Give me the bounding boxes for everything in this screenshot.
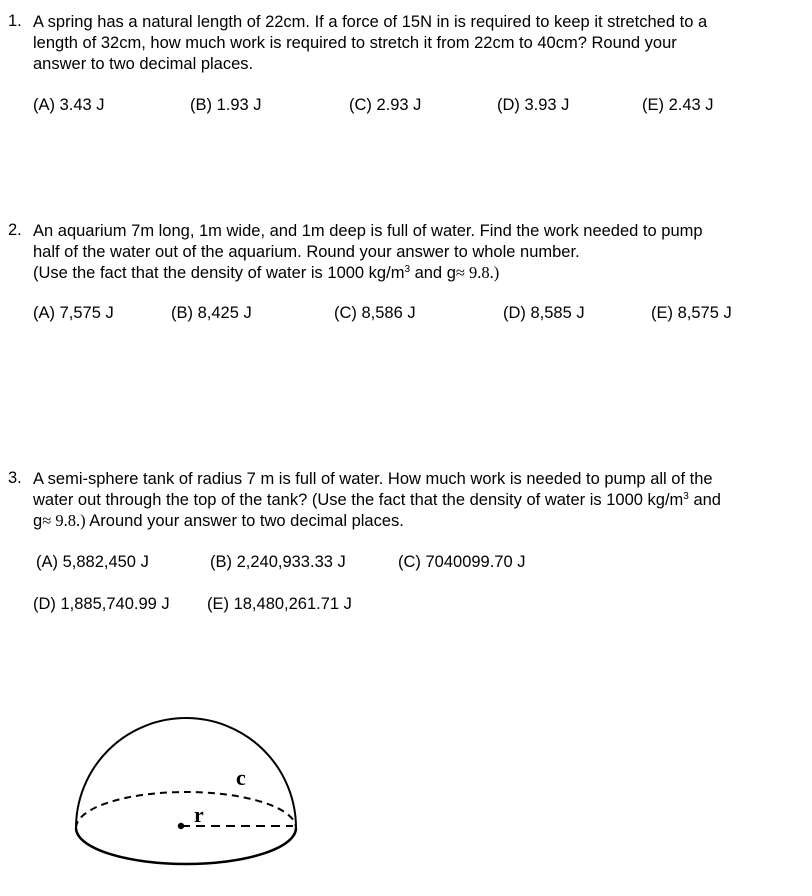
problem-1-option-e: (E) 2.43 J <box>642 96 714 114</box>
problem-3-line-1: A semi-sphere tank of radius 7 m is full of water. How much work is needed to pump all of the <box>33 470 713 488</box>
problem-2-option-a: (A) 7,575 J <box>33 304 114 322</box>
problem-3-option-e: (E) 18,480,261.71 J <box>207 595 352 613</box>
problem-1-option-b: (B) 1.93 J <box>190 96 262 114</box>
problem-2-number: 2. <box>8 221 22 239</box>
problem-3-line-2-text: water out through the top of the tank? (Use the fact that the density of water is 1000 kg/m <box>33 491 684 509</box>
problem-3-option-d: (D) 1,885,740.99 J <box>33 595 170 613</box>
problem-3-approx: ≈ 9.8.) <box>42 511 86 530</box>
problem-2-note-text: (Use the fact that the density of water is 1000 kg/m <box>33 264 405 282</box>
problem-1-option-c: (C) 2.93 J <box>349 96 422 114</box>
hemisphere-front-rim <box>76 828 296 864</box>
problem-2-note-approx: ≈ 9.8.) <box>455 263 500 282</box>
problem-3-option-c: (C) 7040099.70 J <box>398 553 526 571</box>
center-point <box>178 823 184 829</box>
label-c: c <box>236 765 246 790</box>
problem-1-line-2: length of 32cm, how much work is required to stretch it from 22cm to 40cm? Round your <box>33 34 677 52</box>
hemisphere-back-rim <box>76 792 296 828</box>
problem-3-option-b: (B) 2,240,933.33 J <box>210 553 346 571</box>
problem-3-line-2-suffix: and <box>688 491 721 509</box>
problem-3-number: 3. <box>8 469 22 487</box>
problem-2-note-superscript: 3 <box>404 264 410 275</box>
problem-1-line-1: A spring has a natural length of 22cm. If a force of 15N in is required to keep it stretched to a <box>33 13 708 31</box>
problem-1-option-a: (A) 3.43 J <box>33 96 105 114</box>
problem-3-g: g <box>33 512 43 530</box>
label-r: r <box>194 802 204 827</box>
problem-1-number: 1. <box>8 12 22 30</box>
problem-1-line-3: answer to two decimal places. <box>33 55 254 73</box>
problem-3-option-a: (A) 5,882,450 J <box>36 553 149 571</box>
hemisphere-dome <box>76 718 296 828</box>
hemisphere-diagram <box>60 705 320 880</box>
problem-1-option-d: (D) 3.93 J <box>497 96 570 114</box>
problem-2-line-1: An aquarium 7m long, 1m wide, and 1m deep is full of water. Find the work needed to pump <box>33 222 703 240</box>
problem-3-line-3 <box>33 511 404 531</box>
problem-3-line-3-text: Around your answer to two decimal places. <box>85 512 404 530</box>
problem-2-option-d: (D) 8,585 J <box>503 304 585 322</box>
problem-3-superscript: 3 <box>683 491 689 502</box>
problem-3-line-2 <box>33 490 721 510</box>
problem-2-line-2: half of the water out of the aquarium. Round your answer to whole number. <box>33 243 580 261</box>
problem-2-option-e: (E) 8,575 J <box>651 304 732 322</box>
problem-2-note <box>33 263 499 283</box>
problem-2-note-g: and g <box>410 264 456 282</box>
problem-2-option-b: (B) 8,425 J <box>171 304 252 322</box>
problem-2-option-c: (C) 8,586 J <box>334 304 416 322</box>
